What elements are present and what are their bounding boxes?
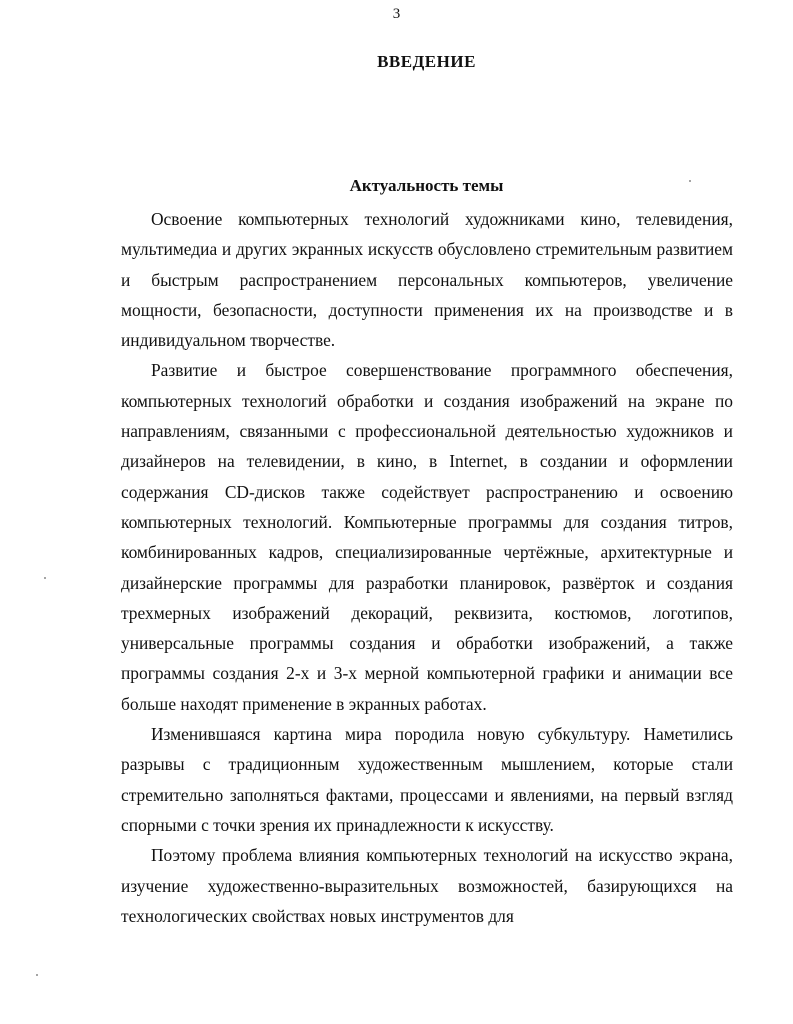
body-text bbox=[121, 204, 733, 931]
paragraph: Поэтому проблема влияния компьютерных технологий на искусство экрана, изучение художественно-выразительных возможностей, базирующихся на технологических свойствах новых инструментов для bbox=[121, 845, 733, 926]
page-title: ВВЕДЕНИЕ bbox=[377, 52, 476, 71]
scan-speck bbox=[36, 974, 38, 976]
section-heading: Актуальность темы bbox=[349, 176, 504, 195]
scan-speck bbox=[44, 577, 46, 579]
paragraph: Развитие и быстрое совершенствование программного обеспечения, компьютерных технологий обработки и создания изображений на экране по направлениям, связанными с профессиональной деятельностью художников и дизайнеров на телевидении, в кино, в Internet, в создании и оформлении содержания CD-дисков также содействует распространению и освоению компьютерных технологий. Компьютерные программы для создания титров, комбинированных кадров, специализированные чертёжные, архитектурные и дизайнерские программы для разработки планировок, развёрток и создания трехмерных изображений декораций, реквизита, костюмов, логотипов, универсальные программы создания и обработки изображений, а также программы создания 2-х и 3-х мерной компьютерной графики и анимации все больше находят применение в экранных работах. bbox=[121, 360, 733, 714]
page-number: 3 bbox=[392, 6, 401, 22]
paragraph: Изменившаяся картина мира породила новую субкультуру. Наметились разрывы с традиционным художественным мышлением, которые стали стремительно заполняться фактами, процессами и явлениями, на первый взгляд спорными с точки зрения их принадлежности к искусству. bbox=[121, 724, 733, 835]
scan-speck bbox=[689, 180, 691, 182]
paragraph: Освоение компьютерных технологий художниками кино, телевидения, мультимедиа и других экранных искусств обусловлено стремительным развитием и быстрым распространением персональных компьютеров, увеличение мощности, безопасности, доступности применения их на производстве и в индивидуальном творчестве. bbox=[121, 209, 733, 351]
